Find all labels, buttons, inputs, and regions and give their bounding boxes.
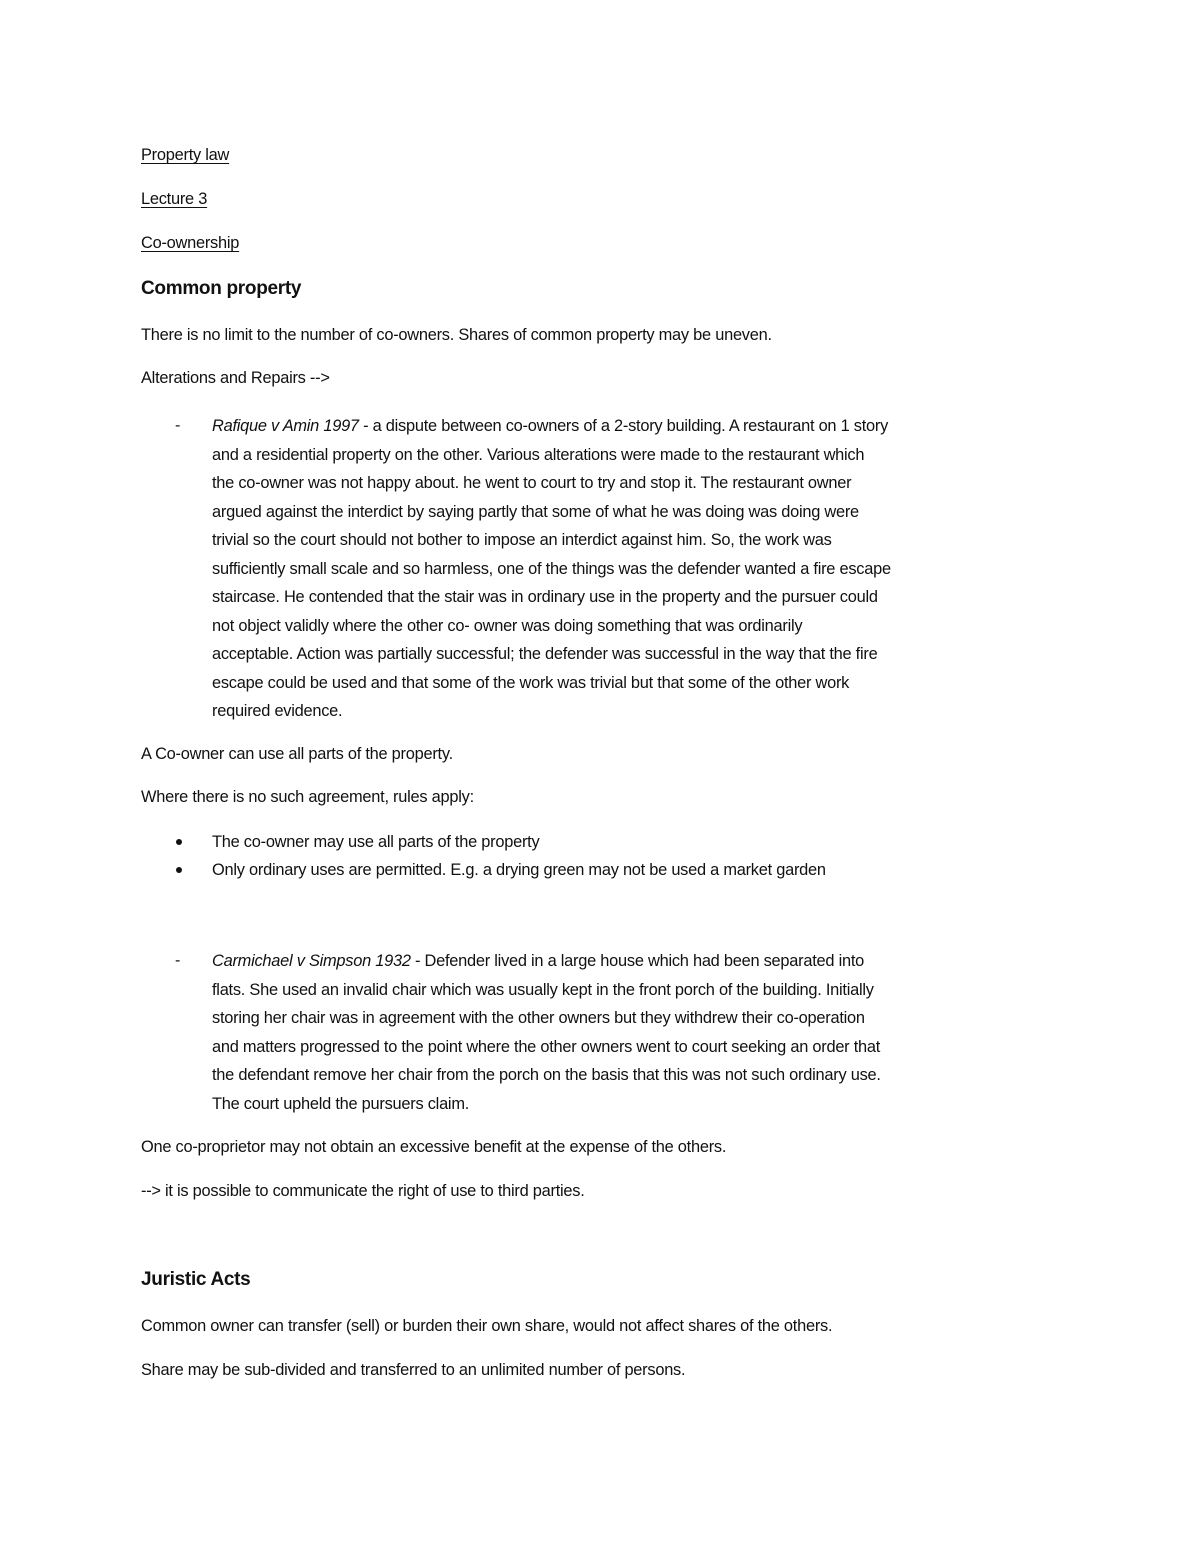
paragraph: There is no limit to the number of co-owners. Shares of common property may be uneven. bbox=[141, 326, 772, 344]
case-text: - Defender lived in a large house which had been separated into bbox=[410, 952, 864, 970]
case-line: storing her chair was in agreement with the other owners but they withdrew their co-operation bbox=[212, 1009, 865, 1027]
case-name: Rafique v Amin 1997 bbox=[212, 417, 359, 435]
dash-marker: - bbox=[175, 952, 181, 969]
paragraph: One co-proprietor may not obtain an excessive benefit at the expense of the others. bbox=[141, 1138, 727, 1156]
case-line bbox=[212, 950, 864, 972]
paragraph: A Co-owner can use all parts of the property. bbox=[141, 745, 453, 763]
case-line: escape could be used and that some of the work was trivial but that some of the other work bbox=[212, 673, 850, 692]
case-line: staircase. He contended that the stair was in ordinary use in the property and the pursuer could bbox=[212, 588, 878, 606]
bullet-item: Only ordinary uses are permitted. E.g. a drying green may not be used a market garden bbox=[212, 861, 826, 879]
bullet-item: The co-owner may use all parts of the property bbox=[212, 833, 540, 851]
case-line: required evidence. bbox=[212, 702, 343, 720]
case-line: sufficiently small scale and so harmless, one of the things was the defender wanted a fire escape bbox=[212, 559, 891, 578]
paragraph: Where there is no such agreement, rules apply: bbox=[141, 788, 474, 806]
lecture-label: Lecture 3 bbox=[141, 190, 208, 208]
paragraph: Share may be sub-divided and transferred to an unlimited number of persons. bbox=[141, 1361, 686, 1379]
case-line: The court upheld the pursuers claim. bbox=[212, 1094, 470, 1113]
case-line bbox=[212, 415, 888, 437]
paragraph: Common owner can transfer (sell) or burden their own share, would not affect shares of the others. bbox=[141, 1317, 833, 1335]
case-line: the defendant remove her chair from the porch on the basis that this was not such ordinary use. bbox=[212, 1066, 881, 1084]
case-line: not object validly where the other co- owner was doing something that was ordinarily bbox=[212, 616, 803, 635]
case-name: Carmichael v Simpson 1932 bbox=[212, 952, 411, 970]
case-line: and a residential property on the other. Various alterations were made to the restaurant which bbox=[212, 445, 865, 464]
case-line: argued against the interdict by saying partly that some of what he was doing was doing were bbox=[212, 502, 859, 521]
bullet-icon bbox=[176, 867, 182, 873]
case-line: the co-owner was not happy about. he went to court to try and stop it. The restaurant owner bbox=[212, 474, 852, 492]
bullet-icon bbox=[176, 839, 182, 845]
heading-common-property: Common property bbox=[141, 278, 302, 299]
heading-juristic-acts: Juristic Acts bbox=[141, 1269, 251, 1290]
paragraph: --> it is possible to communicate the right of use to third parties. bbox=[141, 1182, 585, 1200]
case-line: trivial so the court should not bother to impose an interdict against him. So, the work was bbox=[212, 531, 832, 549]
paragraph: Alterations and Repairs --> bbox=[141, 369, 330, 387]
case-line: and matters progressed to the point where the other owners went to court seeking an order that bbox=[212, 1037, 881, 1056]
case-text: - a dispute between co-owners of a 2-story building. A restaurant on 1 story bbox=[358, 417, 889, 435]
dash-marker: - bbox=[175, 417, 181, 434]
doc-title: Property law bbox=[141, 146, 230, 164]
case-line: acceptable. Action was partially successful; the defender was successful in the way that the fire bbox=[212, 645, 878, 663]
topic-label: Co-ownership bbox=[141, 234, 240, 252]
case-line: flats. She used an invalid chair which was usually kept in the front porch of the building. Initially bbox=[212, 980, 874, 999]
